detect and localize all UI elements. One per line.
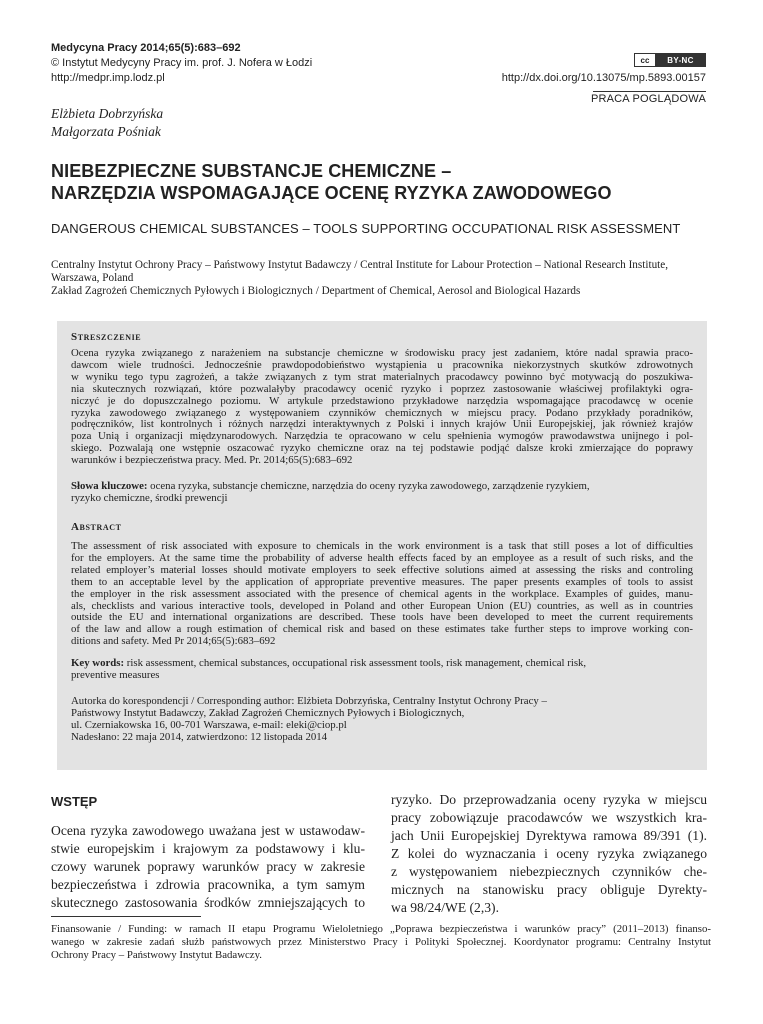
text-line: Ocena ryzyka związanego z narażeniem na substancje chemiczne w środowisku pracy jest zadaniem, które nadal sprawia praco- [71, 347, 693, 359]
funding-footnote [51, 923, 711, 962]
text-line: wanego w zakresie zadań służb państwowych przez Ministerstwo Pracy i Polityki Społecznej. Koordynator programu: Centralny Instytut [51, 936, 711, 948]
affiliation [51, 259, 711, 298]
correspondence [71, 696, 693, 744]
affiliation-line: Zakład Zagrożeń Chemicznych Pyłowych i Biologicznych / Department of Chemical, Aerosol and Biological Hazards [51, 285, 581, 297]
abstract-text [71, 541, 693, 648]
keywords-label: Key words: [71, 657, 125, 669]
license-label: BY-NC [656, 54, 705, 66]
abstract-box [57, 321, 707, 770]
text-line: Państwowy Instytut Badawczy, Zakład Zagrożeń Chemicznych Pyłowych i Biologicznych, [71, 706, 465, 719]
text-line: poza Unią i organizacji międzynarodowych. Narzędzia te opracowano w celu spełnienia wymogów prawodawstwa unijnego i pol- [71, 430, 693, 443]
doi-link[interactable]: http://dx.doi.org/10.13075/mp.5893.00157 [501, 72, 706, 84]
article-title-english: DANGEROUS CHEMICAL SUBSTANCES – TOOLS SUPPORTING OCCUPATIONAL RISK ASSESSMENT [51, 221, 681, 236]
affiliation-line: Centralny Instytut Ochrony Pracy – Państwowy Instytut Badawczy / Central Institute for Labour Protection – National Research Institute, [51, 259, 669, 271]
text-line: warunków i bezpieczeństwa pracy. Med. Pr. 2014;65(5):683–692 [71, 454, 353, 467]
text-line: dawcom wiele trudności. Jednocześnie prawdopodobieństwo wystąpienia u pracownika niekorzystnych skutków zdrowotnych [71, 358, 693, 371]
author-name: Małgorzata Pośniak [51, 124, 161, 139]
text-line: als, checklists and various interactive tools, developed in Poland and other European Union (EU) countries, as well as in countries [71, 599, 693, 612]
text-line: pracy zobowiązuje pracodawców we wszystkich kra- [391, 810, 707, 825]
text-line: Z kolei do wyznaczania i oceny ryzyka związanego [391, 846, 707, 861]
journal-url[interactable]: http://medpr.imp.lodz.pl [51, 72, 165, 84]
license-badge[interactable] [634, 53, 706, 67]
text-line: micznych na stanowisku pracy obliguje Dyrekty- [391, 882, 707, 897]
text-line: wa 98/24/WE (2,3). [391, 900, 499, 915]
text-line: outside the EU and international organizations are described. These tools have been developed to meet the current requirements [71, 611, 693, 624]
slowa-kluczowe [71, 481, 693, 505]
text-line: podręczników, list kontrolnych i różnych narzędzi interaktywnych z Polski i innych krajów Unii Europejskiej, jak również krajów [71, 418, 693, 431]
article-type-label: PRACA POGLĄDOWA [590, 93, 706, 105]
text-line: Finansowanie / Funding: w ramach II etapu Programu Wieloletniego „Poprawa bezpieczeństwa i warunków pracy” (2011–2013) finanso- [51, 923, 711, 935]
text-line: for the employers. At the same time the probability of adverse health effects faced by an employee as a result of such risks, and the [71, 551, 693, 564]
text-line: Ochrony Pracy – Państwowy Instytut Badawczy. [51, 949, 262, 961]
streszczenie-heading: Streszczenie [71, 331, 142, 343]
affiliation-line: Warszawa, Poland [51, 272, 134, 284]
copyright-line: © Instytut Medycyny Pracy im. prof. J. Nofera w Łodzi [51, 57, 313, 69]
text-line: of the law and allow a rough estimation of chemical risk and based on these estimates take further steps to improve working con- [71, 623, 693, 636]
text-line: w wyniku tego typu zagrożeń, a także związanych z tym strat materialnych pracodawcy powinno być motywacją do poszukiwa- [71, 370, 693, 383]
text-line: preventive measures [71, 668, 160, 681]
text-line: niczyć je do dopuszczalnego poziomu. W artykule przedstawiono przykładowe narzędzia wspomagające pracodawcę w ocenie [71, 394, 693, 407]
header-divider [593, 91, 706, 92]
slowa-kluczowe-label: Słowa kluczowe: [71, 480, 148, 492]
text-line: them to an acceptable level by the application of appropriate preventive measures. The paper presents examples of tools to assist [71, 575, 693, 588]
text-line: stwie europejskim i krajowym za podstawowy i klu- [51, 841, 365, 856]
text-line: related employer’s material losses should motivate employers to seek effective solutions aimed at assessing the risks and controling [71, 563, 693, 576]
text-line: ocena ryzyka, substancje chemiczne, narzędzia do oceny ryzyka zawodowego, zarządzenie ryzykiem, [147, 480, 590, 492]
text-line: skutecznego zastosowania środków zmniejszających to [51, 895, 365, 910]
body-column-left [51, 822, 365, 912]
text-line: czowy warunek poprawy warunków pracy w zakresie [51, 859, 365, 874]
journal-citation: Medycyna Pracy 2014;65(5):683–692 [51, 42, 241, 54]
text-line: Nadesłano: 22 maja 2014, zatwierdzono: 12 listopada 2014 [71, 730, 328, 743]
text-line: Autorka do korespondencji / Corresponding author: Elżbieta Dobrzyńska, Centralny Instytut Ochrony Pracy – [71, 695, 547, 707]
footnote-divider [51, 916, 201, 917]
text-line: risk assessment, chemical substances, occupational risk assessment tools, risk management, chemical risk, [124, 657, 587, 669]
title-line: NIEBEZPIECZNE SUBSTANCJE CHEMICZNE – [51, 161, 452, 181]
text-line: z występowaniem niebezpiecznych czynników che- [391, 864, 707, 879]
text-line: ditions and safety. Med Pr 2014;65(5):683–692 [71, 635, 276, 648]
text-line: Ocena ryzyka zawodowego uważana jest w ustawodaw- [51, 823, 365, 838]
cc-icon: cc [635, 54, 656, 66]
article-title [51, 160, 612, 204]
text-line: the employer in the risk assessment associated with the presence of chemical agents in the workplace. Examples of guides, manu- [71, 587, 693, 600]
author-list [51, 105, 163, 141]
body-column-right [391, 791, 707, 917]
text-line: ryzyko. Do przeprowadzania oceny ryzyka w miejscu [391, 792, 707, 807]
abstract-heading: Abstract [71, 521, 122, 533]
text-line: nia skutecznych rozwiązań, które pozwalałyby pracodawcy ocenić ryzyko i poprzez zastosowanie właściwej profilaktyki ogra- [71, 382, 693, 395]
author-name: Elżbieta Dobrzyńska [51, 106, 164, 121]
streszczenie-text [71, 348, 693, 467]
text-line: bezpieczeństwa i zdrowia pracownika, a tym samym [51, 877, 365, 892]
text-line: ul. Czerniakowska 16, 00-701 Warszawa, e-mail: eleki@ciop.pl [71, 718, 347, 731]
text-line: ryzyko chemiczne, środki prewencji [71, 491, 228, 504]
text-line: skiego. Pozwalają one wstępnie oszacować ryzyko chemiczne oraz na tej podstawie podjąć dalsze kroki zmierzające do poprawy [71, 442, 693, 455]
section-heading: WSTĘP [51, 794, 98, 809]
text-line: jach Unii Europejskiej Dyrektywa ramowa 89/391 (1). [391, 828, 707, 843]
text-line: ryzyka zawodowego związanego z występowaniem czynników chemicznych w miejscu pracy. Podano przykłady poradników, [71, 406, 693, 419]
text-line: The assessment of risk associated with exposure to chemicals in the work environment is a task that still poses a lot of difficulties [71, 540, 693, 552]
title-line: NARZĘDZIA WSPOMAGAJĄCE OCENĘ RYZYKA ZAWODOWEGO [51, 183, 612, 203]
keywords [71, 658, 693, 682]
